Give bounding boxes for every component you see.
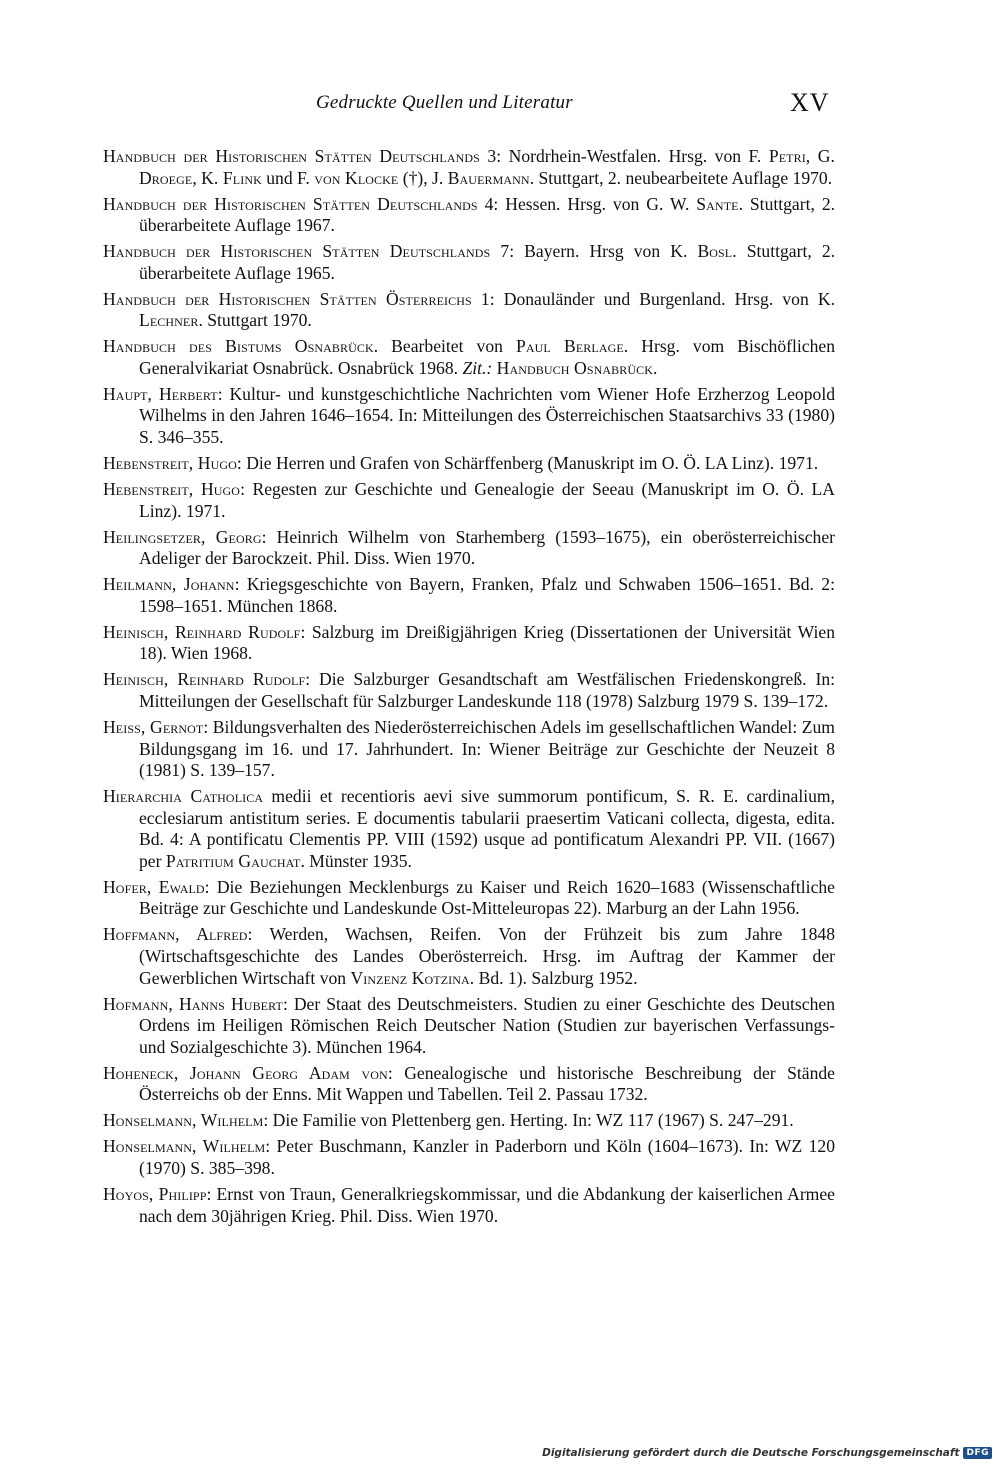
entry-author: Hofmann, Hanns Hubert (103, 993, 283, 1014)
bibliography-entry: Heilmann, Johann: Kriegsgeschichte von Bayern, Franken, Pfalz und Schwaben 1506–1651. Bd. 2: 1598–1651. München 1868. (103, 574, 835, 616)
footer-text: Digitalisierung gefördert durch die Deutsche Forschungsgemeinschaft (542, 1447, 960, 1459)
bibliography-entry: Handbuch der Historischen Stätten Österreichs 1: Donauländer und Burgenland. Hrsg. von K. Lechner. Stuttgart 1970. (103, 288, 835, 331)
entry-author: Heilmann, Johann (103, 574, 235, 595)
entry-author: Hierarchia Catholica (103, 786, 264, 807)
bibliography-entry: Hoyos, Philipp: Ernst von Traun, Generalkriegskommissar, und die Abdankung der kaiserlichen Armee nach dem 30jährigen Krieg. Phil. Diss. Wien 1970. (103, 1183, 835, 1226)
dfg-logo: DFG (963, 1447, 992, 1459)
entry-author: Heiss, Gernot (103, 716, 204, 737)
bibliography-entry: Haupt, Herbert: Kultur- und kunstgeschichtliche Nachrichten vom Wiener Hofe Erzherzog Leopold Wilhelms in den Jahren 1646–1654. In: Mitteilungen des Österreichischen Staatsarchivs 33 (1980) S. 346–355. (103, 383, 836, 448)
entry-author: Hoheneck, Johann Georg Adam von (103, 1062, 388, 1083)
entry-author: Hoyos, Philipp (103, 1183, 207, 1204)
running-title: Gedruckte Quellen und Literatur (316, 92, 573, 113)
entry-author: Hebenstreit, Hugo (103, 453, 237, 474)
bibliography-entry: Handbuch der Historischen Stätten Deutschlands 4: Hessen. Hrsg. von G. W. Sante. Stuttgart, 2. überarbeitete Auflage 1967. (103, 193, 836, 236)
entry-author: Haupt, Herbert (103, 383, 218, 404)
entry-author: Handbuch des Bistums Osnabrück (103, 336, 374, 357)
entry-author: Handbuch der Historischen Stätten Deutschlands (103, 193, 478, 214)
bibliography-entry: Hebenstreit, Hugo: Regesten zur Geschichte und Genealogie der Seeau (Manuskript im O. Ö. LA Linz). 1971. (103, 479, 835, 521)
bibliography-entry: Hofer, Ewald: Die Beziehungen Mecklenburgs zu Kaiser und Reich 1620–1683 (Wissenschaftliche Beiträge zur Geschichte und Landeskunde Ost-Mitteleuropas 22). Marburg an der Lahn 1956. (103, 876, 835, 919)
entry-author: Handbuch der Historischen Stätten Deutschlands (103, 146, 480, 166)
entry-author: Handbuch der Historischen Stätten Österreichs (103, 288, 472, 309)
entry-author: Honselmann, Wilhelm (103, 1136, 266, 1157)
bibliography-entry: Heiss, Gernot: Bildungsverhalten des Niederösterreichischen Adels im gesellschaftlichen Wandel: Zum Bildungsgang im 16. und 17. Jahrhundert. In: Wiener Beiträge zur Geschichte der Neuzeit 8 (1981) S. 139–157. (103, 716, 835, 781)
bibliography-entry: Hebenstreit, Hugo: Die Herren und Grafen von Schärffenberg (Manuskript im O. Ö. LA Linz). 1971. (103, 453, 819, 474)
bibliography-entry: Heilingsetzer, Georg: Heinrich Wilhelm von Starhemberg (1593–1675), ein oberösterreichischer Adeliger der Barockzeit. Phil. Diss. Wien 1970. (103, 526, 835, 569)
entry-author: Honselmann, Wilhelm (103, 1110, 264, 1131)
bibliography-entry: Heinisch, Reinhard Rudolf: Die Salzburger Gesandtschaft am Westfälischen Friedenskongreß. In: Mitteilungen der Gesellschaft für Salzburger Landeskunde 118 (1978) Salzburg 1979 S. 139–172. (103, 669, 836, 711)
bibliography-entry: Hierarchia Catholica medii et recentioris aevi sive summorum pontificum, S. R. E. cardinalium, ecclesiarum antistitum series. E documentis tabularii praesertim Vaticani collecta, digesta, edita. Bd. 4: A pontificatu Clementis PP. VIII (1592) usque ad pontificatum Alexandri PP. VII. (1667) per Patritium Gauchat. Münster 1935. (103, 786, 835, 871)
entry-author: Hofer, Ewald (103, 876, 205, 897)
entry-author: Heilingsetzer, Georg (103, 526, 262, 547)
bibliography-entry: Handbuch der Historischen Stätten Deutschlands 3: Nordrhein-Westfalen. Hrsg. von F. Petri, G. Droege, K. Flink und F. von Klocke (†), J. Bauermann. Stuttgart, 2. neubearbeitete Auflage 1970. (103, 146, 836, 188)
bibliography-entry: Hoffmann, Alfred: Werden, Wachsen, Reifen. Von der Frühzeit bis zum Jahre 1848 (Wirtschaftsgeschichte des Landes Oberösterreich. Hrsg. im Auftrag der Kammer der Gewerblichen Wirtschaft von Vinzenz Kotzina. Bd. 1). Salzburg 1952. (103, 924, 835, 988)
entry-author: Handbuch der Historischen Stätten Deutschlands (103, 241, 491, 262)
bibliography-entry: Heinisch, Reinhard Rudolf: Salzburg im Dreißigjährigen Krieg (Dissertationen der Universität Wien 18). Wien 1968. (103, 621, 835, 664)
bibliography-entry: Honselmann, Wilhelm: Peter Buschmann, Kanzler in Paderborn und Köln (1604–1673). In: WZ 120 (1970) S. 385–398. (103, 1136, 835, 1178)
entry-author: Heinisch, Reinhard Rudolf (103, 669, 306, 690)
running-header (0, 88, 1000, 128)
bibliography-entry: Handbuch des Bistums Osnabrück. Bearbeitet von Paul Berlage. Hrsg. vom Bischöflichen Generalvikariat Osnabrück. Osnabrück 1968. Zit.: Handbuch Osnabrück. (103, 336, 836, 378)
bibliography-list (103, 146, 835, 1232)
entry-author: Heinisch, Reinhard Rudolf (103, 621, 301, 642)
entry-author: Hoffmann, Alfred (103, 924, 248, 945)
bibliography-entry: Handbuch der Historischen Stätten Deutschlands 7: Bayern. Hrsg von K. Bosl. Stuttgart, 2. überarbeitete Auflage 1965. (103, 241, 836, 283)
bibliography-entry: Hoheneck, Johann Georg Adam von: Genealogische und historische Beschreibung der Stände Österreichs ob der Enns. Mit Wappen und Tabellen. Teil 2. Passau 1732. (103, 1062, 835, 1105)
bibliography-entry: Honselmann, Wilhelm: Die Familie von Plettenberg gen. Herting. In: WZ 117 (1967) S. 247–291. (103, 1110, 794, 1131)
digitization-footer (542, 1444, 992, 1462)
entry-author: Hebenstreit, Hugo (103, 479, 241, 500)
page-number: XV (790, 88, 830, 117)
bibliography-entry: Hofmann, Hanns Hubert: Der Staat des Deutschmeisters. Studien zu einer Geschichte des Deutschen Ordens im Heiligen Römischen Reich Deutscher Nation (Studien zur bayerischen Verfassungs- und Sozialgeschichte 3). München 1964. (103, 993, 835, 1057)
